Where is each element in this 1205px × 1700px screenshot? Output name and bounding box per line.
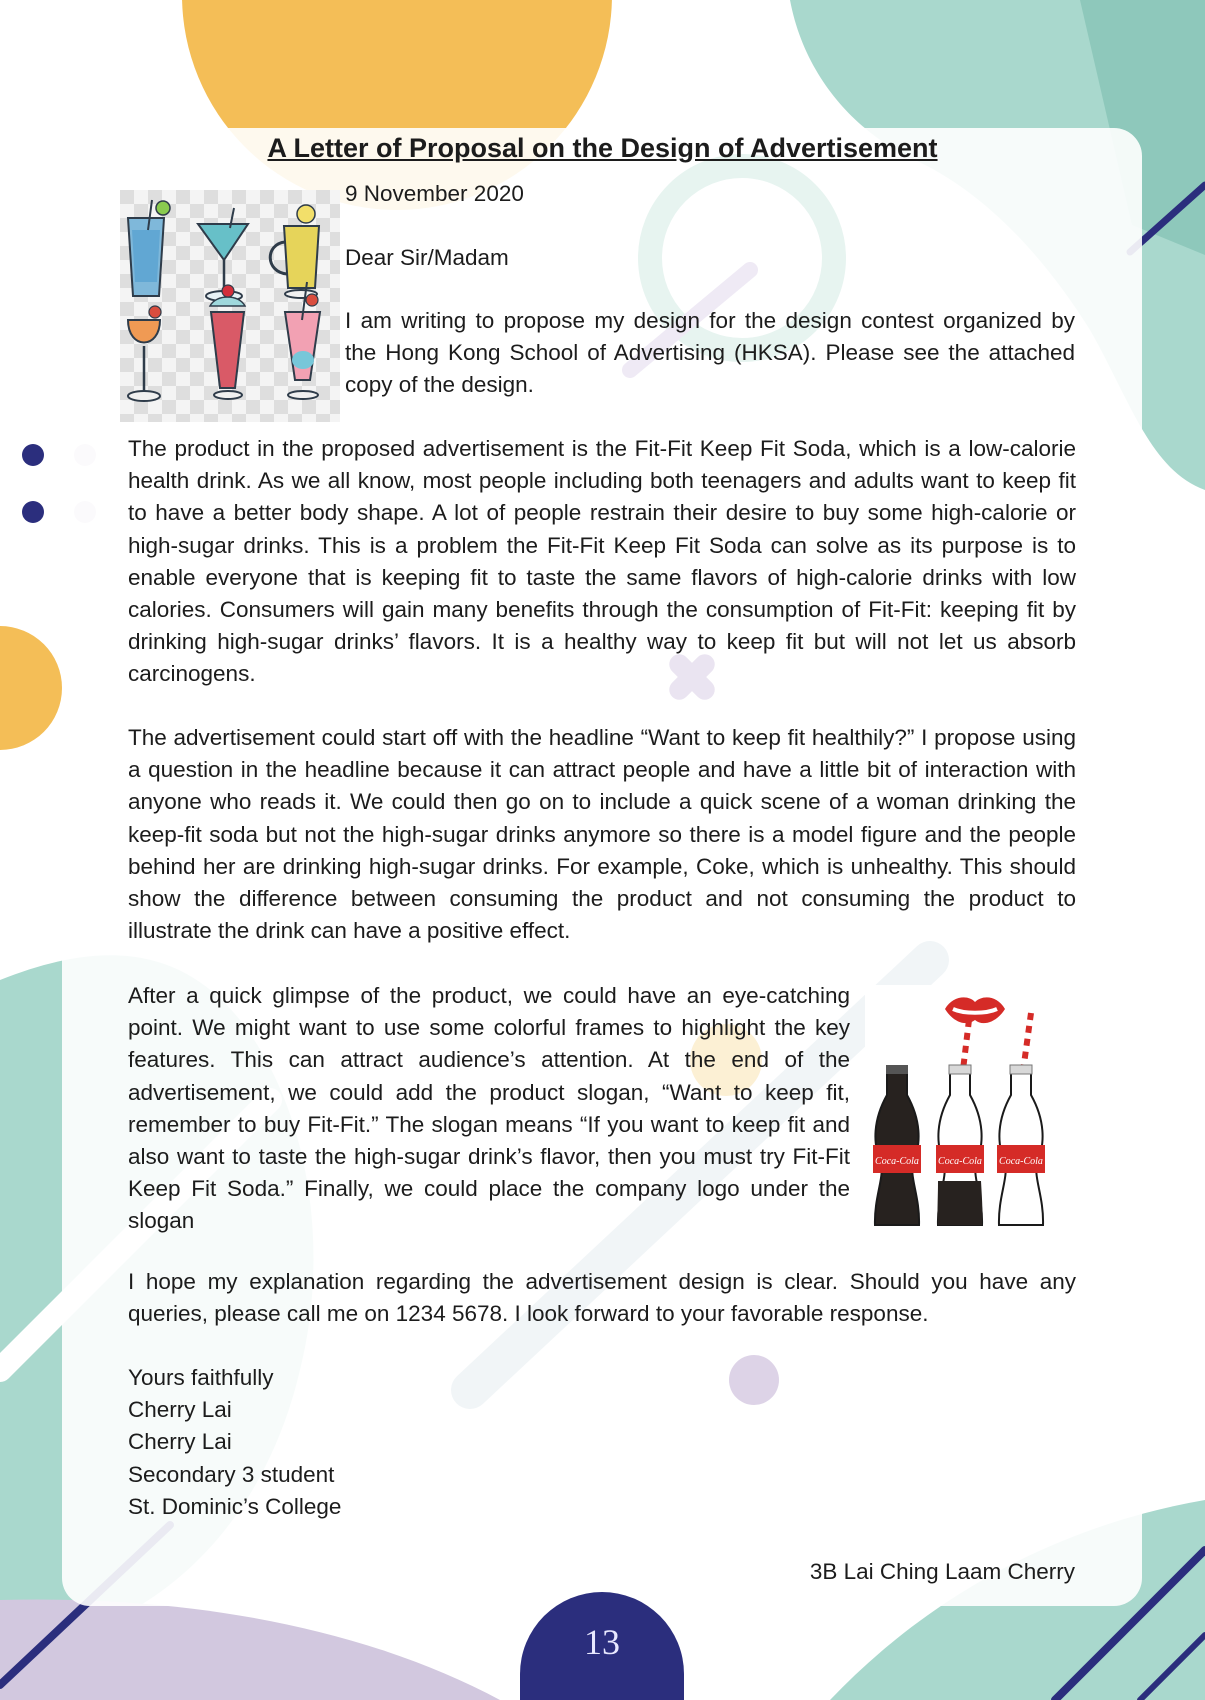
headline-paragraph: The advertisement could start off with the headline “Want to keep fit healthily?” I propose using a question in the headline because it can attract people and have a little bit of interaction with anyone who reads it. We could then go on to include a quick scene of a woman drinking the keep-fit soda but not the high-sugar drinks anymore so there is a model figure and the people behind her are drinking high-sugar drinks. For example, Coke, which is unhealthy. This should show the difference between consuming the product and not consuming the product to illustrate the drink can have a positive effect. [128,725,1076,944]
coke-bottles-image [865,985,1075,1243]
closing-paragraph: I hope my explanation regarding the advertisement design is clear. Should you have any queries, please call me on 1234 5678. I look forward to your favorable response. [128,1269,1076,1327]
sign-off: Yours faithfully [128,1365,274,1390]
author-credit: 3B Lai Ching Laam Cherry [809,1559,1075,1584]
bottle-label-3: Coca-Cola [999,1156,1043,1167]
letter-title: A Letter of Proposal on the Design of Advertisement [267,133,938,163]
page-number: 13 [520,1592,684,1700]
author-school: St. Dominic’s College [128,1493,342,1519]
cocktail-glasses-image [120,190,340,422]
author-name: Cherry Lai [128,1429,232,1455]
letter-salutation: Dear Sir/Madam [345,245,509,270]
signature: Cherry Lai [128,1397,232,1423]
bottle-label-2: Coca-Cola [938,1156,982,1167]
product-paragraph: The product in the proposed advertisement is the Fit-Fit Keep Fit Soda, which is a low-calorie health drink. As we all know, most people including both teenagers and adults want to keep fit to have a better body shape. A lot of people restrain their desire to buy some high-calorie or high-sugar drinks. This is a problem the Fit-Fit Keep Fit Soda can solve as its purpose is to enable everyone that is keeping fit to taste the same flavors of high-calorie drinks with low calories. Consumers will gain many benefits through the consumption of Fit-Fit: keeping fit by drinking high-sugar drinks’ flavors. It is a healthy way to keep fit but will not let us absorb carcinogens. [128,436,1076,687]
intro-paragraph: I am writing to propose my design for the design contest organized by the Hong Kong School of Advertising (HKSA). Please see the attached copy of the design. [345,308,1075,398]
slogan-paragraph: After a quick glimpse of the product, we could have an eye-catching point. We might want to use some colorful frames to highlight the key features. This can attract audience’s attention. At the end of the advertisement, we could add the product slogan, “Want to keep fit, remember to buy Fit-Fit.” The slogan means “If you want to keep fit and also want to taste the high-sugar drink’s flavor, then you must try Fit-Fit Keep Fit Soda.” Finally, we could place the company logo under the slogan [128,983,850,1234]
cocktail-illustration [120,190,340,422]
letter-date: 9 November 2020 [345,181,524,206]
signature-block [128,1362,341,1523]
coke-bottles-illustration [865,985,1075,1243]
bottle-label-1: Coca-Cola [875,1156,919,1167]
author-position: Secondary 3 student [128,1461,335,1487]
